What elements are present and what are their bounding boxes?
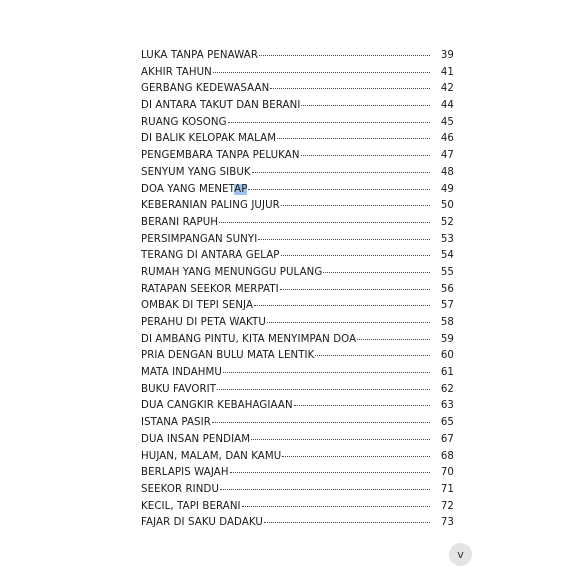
toc-entry-page: 52 [440,216,454,228]
toc-entry-page: 55 [440,266,454,278]
toc-entry-page: 45 [440,116,454,128]
dot-leader [294,405,430,406]
toc-entry[interactable] [141,117,454,134]
dot-leader [301,155,430,156]
dot-leader [281,205,430,206]
toc-entry[interactable] [141,484,454,501]
dot-leader [259,55,430,56]
dot-leader [212,422,430,423]
toc-entry[interactable] [141,234,454,251]
toc-entry-title: ISTANA PASIR [141,417,211,429]
toc-entry[interactable] [141,150,454,167]
dot-leader [251,439,430,440]
toc-entry-page: 70 [440,467,454,479]
toc-entry-page: 67 [440,433,454,445]
toc-entry-page: 46 [440,133,454,145]
toc-entry[interactable] [141,184,454,201]
toc-entry[interactable] [141,501,454,518]
toc-entry-page: 57 [440,300,454,312]
toc-entry-title: DUA CANGKIR KEBAHAGIAAN [141,400,293,412]
toc-entry-title: BERLAPIS WAJAH [141,467,229,479]
toc-entry[interactable] [141,100,454,117]
toc-entry-title: RUANG KOSONG [141,116,227,128]
toc-entry-title: FAJAR DI SAKU DADAKU [141,517,263,529]
dot-leader [323,272,430,273]
dot-leader [281,255,430,256]
text-selection-highlight: AP [234,183,248,195]
table-of-contents [141,50,454,534]
toc-entry[interactable] [141,517,454,534]
toc-entry-title: PENGEMBARA TANPA PELUKAN [141,150,300,162]
toc-entry-title: KEBERANIAN PALING JUJUR [141,200,280,212]
dot-leader [230,472,430,473]
toc-entry-title: AKHIR TAHUN [141,66,212,78]
toc-entry-title: SEEKOR RINDU [141,483,220,495]
page-number-badge: v [449,543,472,566]
dot-leader [228,122,430,123]
toc-entry-page: 61 [440,367,454,379]
toc-entry-title: TERANG DI ANTARA GELAP [141,250,280,262]
toc-entry-title: BUKU FAVORIT [141,383,217,395]
toc-entry-page: 59 [440,333,454,345]
toc-entry-title: PERAHU DI PETA WAKTU [141,317,266,328]
dot-leader [277,138,430,139]
toc-entry-page: 58 [440,317,454,328]
toc-entry[interactable] [141,300,454,317]
toc-entry[interactable] [141,50,454,67]
toc-entry[interactable] [141,267,454,284]
toc-entry[interactable] [141,367,454,384]
toc-entry[interactable] [141,451,454,468]
toc-entry-title: MATA INDAHMU [141,367,222,379]
toc-entry-title-text: DOA YANG MENET [141,183,235,195]
dot-leader [258,239,430,240]
toc-entry-title: HUJAN, MALAM, DAN KAMU [141,450,282,462]
dot-leader [357,339,430,340]
toc-entry[interactable] [141,284,454,301]
toc-entry-page: 48 [440,166,454,178]
dot-leader [223,372,430,373]
toc-entry-title: LUKA TANPA PENAWAR [141,50,259,61]
dot-leader [301,105,430,106]
toc-entry-page: 56 [440,283,454,295]
toc-entry[interactable] [141,83,454,100]
toc-entry-title: OMBAK DI TEPI SENJA [141,300,254,312]
toc-entry-page: 49 [440,183,454,195]
toc-entry[interactable] [141,350,454,367]
toc-entry[interactable] [141,417,454,434]
toc-entry-page: 53 [440,233,454,245]
dot-leader [219,222,430,223]
dot-leader [315,355,430,356]
toc-entry[interactable] [141,167,454,184]
dot-leader [270,88,430,89]
toc-entry-page: 63 [440,400,454,412]
dot-leader [267,322,430,323]
dot-leader [252,172,430,173]
dot-leader [282,456,430,457]
toc-entry[interactable] [141,384,454,401]
dot-leader [264,522,430,523]
dot-leader [217,389,430,390]
dot-leader [213,72,430,73]
toc-entry-title: DI ANTARA TAKUT DAN BERANI [141,100,301,112]
toc-entry-page: 60 [440,350,454,362]
toc-entry-page: 73 [440,517,454,529]
toc-entry-page: 39 [440,50,454,61]
dot-leader [254,305,430,306]
toc-entry-title: PERSIMPANGAN SUNYI [141,233,258,245]
toc-entry[interactable] [141,317,454,334]
toc-entry-page: 65 [440,417,454,429]
dot-leader [280,289,430,290]
toc-entry[interactable] [141,200,454,217]
toc-entry-title: RATAPAN SEEKOR MERPATI [141,283,279,295]
toc-entry-page: 68 [440,450,454,462]
toc-entry-title [141,184,247,195]
toc-entry-page: 62 [440,383,454,395]
toc-entry-page: 41 [440,66,454,78]
toc-entry-title: RUMAH YANG MENUNGGU PULANG [141,266,323,278]
toc-entry-title: KECIL, TAPI BERANI [141,500,241,512]
dot-leader [248,189,430,190]
dot-leader [220,489,430,490]
toc-entry[interactable] [141,467,454,484]
toc-entry[interactable] [141,67,454,84]
toc-entry[interactable] [141,217,454,234]
dot-leader [242,506,430,507]
toc-entry[interactable] [141,334,454,351]
toc-entry-page: 54 [440,250,454,262]
toc-entry-title: PRIA DENGAN BULU MATA LENTIK [141,350,315,362]
toc-entry-page: 50 [440,200,454,212]
toc-entry[interactable] [141,434,454,451]
toc-entry[interactable] [141,400,454,417]
toc-entry-title: DI BALIK KELOPAK MALAM [141,133,277,145]
toc-entry-title: BERANI RAPUH [141,216,219,228]
toc-entry[interactable] [141,133,454,150]
toc-entry-page: 44 [440,100,454,112]
toc-entry-title: DI AMBANG PINTU, KITA MENYIMPAN DOA [141,333,357,345]
toc-entry-page: 72 [440,500,454,512]
toc-entry-page: 71 [440,483,454,495]
toc-entry-page: 42 [440,83,454,95]
toc-entry[interactable] [141,250,454,267]
toc-entry-title: SENYUM YANG SIBUK [141,166,251,178]
toc-entry-page: 47 [440,150,454,162]
toc-entry-title: GERBANG KEDEWASAAN [141,83,270,95]
toc-entry-title: DUA INSAN PENDIAM [141,433,251,445]
